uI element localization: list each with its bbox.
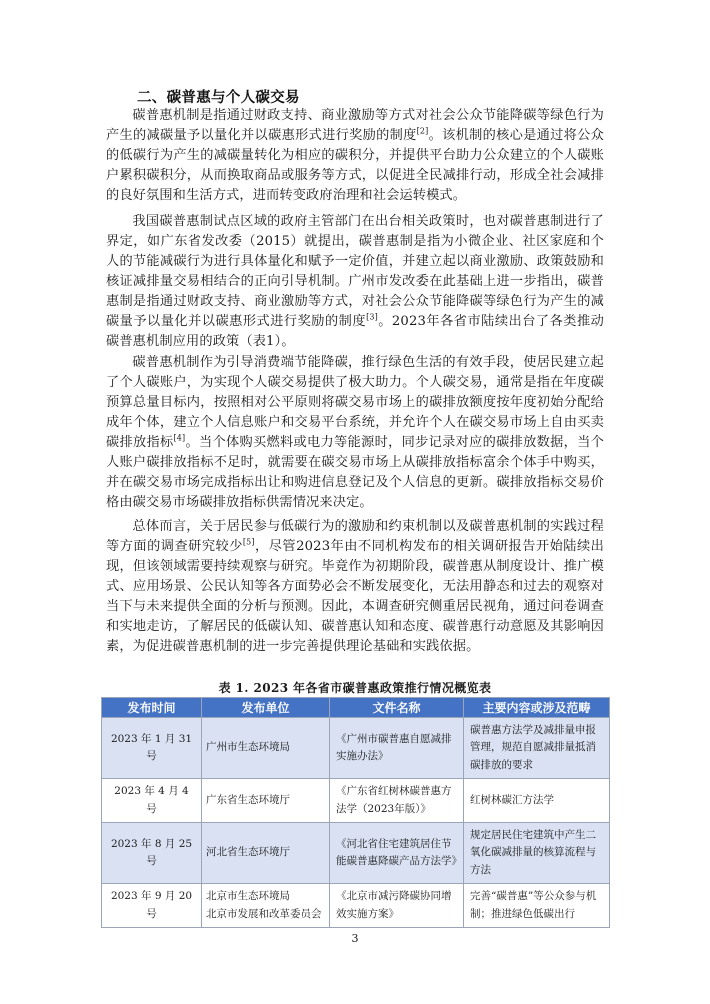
section-heading: 二、碳普惠与个人碳交易 [137,90,300,106]
paragraph-carbon-inclusion-definition [106,106,604,206]
cell-issuer: 广州市生态环境局 [202,718,330,779]
paragraph-research-focus [106,517,604,657]
cell-document: 《广州市碳普惠自愿减排实施办法》 [330,718,464,779]
citation-ref: [2] [416,126,429,136]
citation-ref: [3] [366,312,378,322]
paragraph-text: ，尽管2023年由不同机构发布的相关调研报告开始陆续出现，但该领域需要持续观察与研究。毕竟作为初期阶段，碳普惠从制度设计、推广模式、应用场景、公民认知等各方面势必会不断发展变化，无法用静态和过去的观察对当下与未来提供全面的分析与预测。因此，本调查研究侧重居民视角，通过问卷调查和实地走访，了解居民的低碳认知、碳普惠认知和态度、碳普惠行动意愿及其影响因素，为促进碳普惠机制的进一步完善提供理论基础和实践依据。 [106,539,605,654]
paragraph-pilot-policies [106,212,604,352]
header-main-content: 主要内容或涉及范畴 [464,698,610,718]
cell-date: 2023 年 9 月 20 号 [102,884,202,928]
page-number: 3 [351,932,359,945]
header-document-name: 文件名称 [330,698,464,718]
table-row [102,823,610,884]
cell-date: 2023 年 4 月 4 号 [102,779,202,823]
paragraph-text: 我国碳普惠制试点区域的政府主管部门在出台相关政策时，也对碳普惠制进行了界定，如广东省发改委（2015）就提出，碳普惠制是指为小微企业、社区家庭和个人的节能减碳行为进行具体量化和赋予一定价值，并建立起以商业激励、政策鼓励和核证减排量交易相结合的正向引导机制。广州市发改委在此基础上进一步指出，碳普惠制是指通过财政支持、商业激励等方式，对社会公众节能降碳等绿色行为产生的减碳量予以量化并以碳惠形式进行奖励的制度 [106,214,604,329]
citation-ref: [4] [173,433,186,443]
cell-document: 《广东省红树林碳普惠方法学（2023年版）》 [330,779,464,823]
cell-document: 《北京市减污降碳协同增效实施方案》 [330,884,464,928]
cell-content: 规定居民住宅建筑中产生二氧化碳减排量的核算流程与方法 [464,823,610,884]
table-row [102,884,610,928]
citation-ref: [5] [242,537,255,547]
header-issuer: 发布单位 [202,698,330,718]
table-row [102,718,610,779]
paragraph-personal-carbon-trading [106,353,604,513]
paragraph-text: 碳普惠机制是指通过财政支持、商业激励等方式对社会公众节能降碳等绿色行为产生的减碳量予以量化并以碳惠形式进行奖励的制度 [106,108,604,143]
cell-date: 2023 年 8 月 25 号 [102,823,202,884]
cell-content: 碳普惠方法学及减排量申报管理，规范自愿减排量抵消碳排放的要求 [464,718,610,779]
table-header-row [102,698,610,718]
table-caption: 表 1. 2023 年各省市碳普惠政策推行情况概览表 [218,681,492,695]
cell-content: 红树林碳汇方法学 [464,779,610,823]
cell-issuer: 广东省生态环境厅 [202,779,330,823]
header-release-date: 发布时间 [102,698,202,718]
cell-document: 《河北省住宅建筑居住节能碳普惠降碳产品方法学》 [330,823,464,884]
cell-issuer [202,884,330,928]
paragraph-text: 总体而言，关于居民参与低碳行为的激励和约束机制以及碳普惠机制的实践过程等方面的调查研究较少 [106,519,604,554]
policy-table [101,697,610,928]
issuer-line: 北京市生态环境局 [206,890,290,902]
paragraph-text: 碳普惠机制作为引导消费端节能降碳，推行绿色生活的有效手段，使居民建立起了个人碳账户，为实现个人碳交易提供了极大助力。个人碳交易，通常是指在年度碳预算总量目标内，按照相对公平原则将碳交易市场上的碳排放额度按年度初始分配给成年个体，建立个人信息账户和交易平台系统，并允许个人在碳交易市场上自由买卖碳排放指标 [106,355,604,450]
paragraph-text: 。该机制的核心是通过将公众的低碳行为产生的减碳量转化为相应的碳积分，并提供平台助力公众建立的个人碳账户累积碳积分，从而换取商品或服务等方式，以促进全民减排行动，形成全社会减排的良好氛围和生活方式，进而转变政府治理和社会运转模式。 [106,128,604,203]
paragraph-text: 。2023年各省市陆续出台了各类推动碳普惠机制应用的政策（表1）。 [106,314,604,349]
cell-issuer: 河北省生态环境厅 [202,823,330,884]
paragraph-text: 。当个体购买燃料或电力等能源时，同步记录对应的碳排放数据，当个人账户碳排放指标不足时，就需要在碳交易市场上从碳排放指标富余个体手中购买，并在碳交易市场完成指标出让和购进信息登记及个人信息的更新。碳排放指标交易价格由碳交易市场碳排放指标供需情况来决定。 [106,435,604,510]
issuer-line: 北京市发展和改革委员会 [206,907,322,920]
cell-date: 2023 年 1 月 31 号 [102,718,202,779]
table-row [102,779,610,823]
cell-content: 完善“碳普惠”等公众参与机制；推进绿色低碳出行 [464,884,610,928]
